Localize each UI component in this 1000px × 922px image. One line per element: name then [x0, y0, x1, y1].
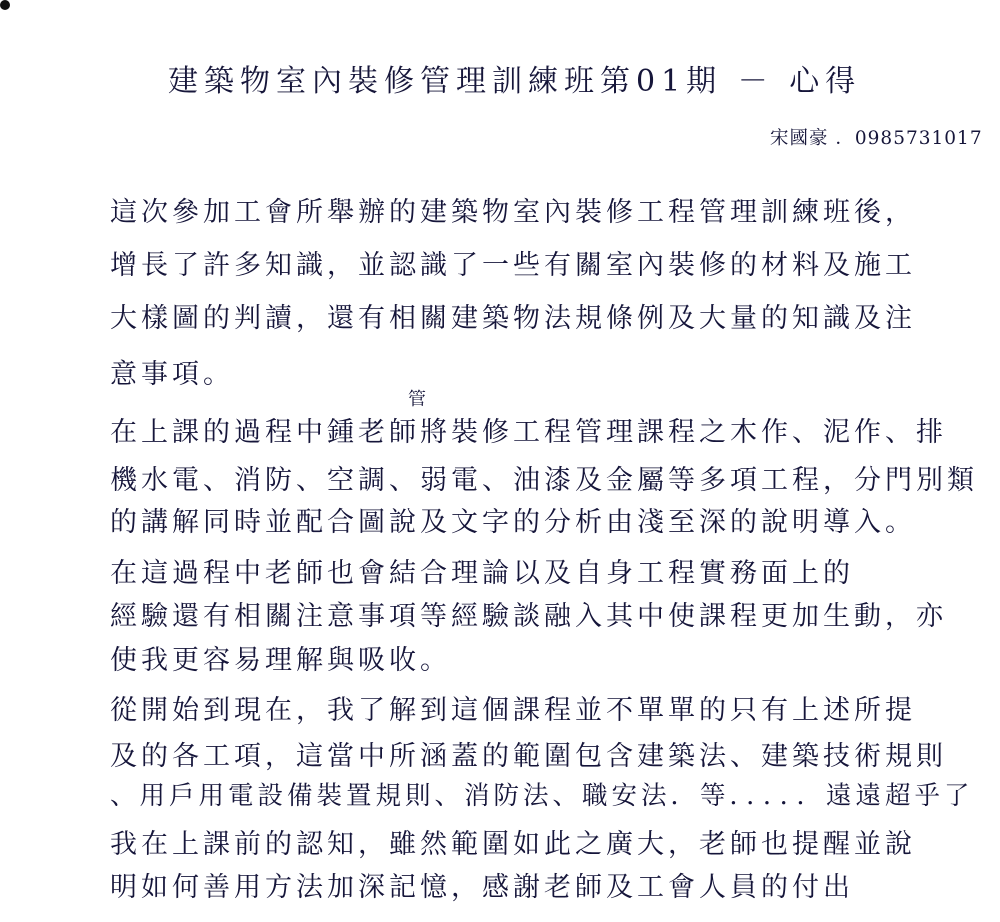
paragraph-2-line-2: 機水電、消防、空調、弱電、油漆及金屬等多項工程，分門別類: [110, 465, 978, 496]
ink-mark: [0, 0, 10, 10]
paragraph-1-line-2: 增長了許多知識，並認識了一些有關室內裝修的材料及施工: [110, 250, 916, 281]
paragraph-4-line-1: 從開始到現在，我了解到這個課程並不單單的只有上述所提: [110, 695, 916, 726]
paragraph-4-line-5: 明如何善用方法加深記憶，感謝老師及工會人員的付出: [110, 872, 854, 903]
insertion-mark: 管: [408, 389, 426, 410]
paragraph-4-line-4: 我在上課前的認知，雖然範圍如此之廣大，老師也提醒並說: [110, 829, 916, 860]
paragraph-3-line-1: 在這過程中老師也會結合理論以及自身工程實務面上的: [110, 558, 854, 589]
author-signature: 宋國豪 ．0985731017: [770, 128, 983, 149]
paragraph-3-line-3: 使我更容易理解與吸收。: [110, 645, 451, 676]
paragraph-4-line-2: 及的各工項，這當中所涵蓋的範圍包含建築法、建築技術規則: [110, 741, 947, 772]
paragraph-3-line-2: 經驗還有相關注意事項等經驗談融入其中使課程更加生動，亦: [110, 601, 947, 632]
paragraph-2-line-3: 的講解同時並配合圖說及文字的分析由淺至深的說明導入。: [110, 507, 916, 538]
paragraph-2-line-1: 在上課的過程中鍾老師將裝修工程管理課程之木作、泥作、排: [110, 417, 947, 448]
paragraph-1-line-3: 大樣圖的判讀，還有相關建築物法規條例及大量的知識及注: [110, 303, 916, 334]
page-title: 建築物室內裝修管理訓練班第01期 － 心得: [168, 64, 862, 99]
paragraph-1-line-4: 意事項。: [110, 359, 234, 390]
paragraph-1-line-1: 這次參加工會所舉辦的建築物室內裝修工程管理訓練班後，: [110, 197, 916, 228]
paragraph-4-line-3: 、用戶用電設備裝置規則、消防法、職安法．等．．．．．遠遠超乎了: [110, 781, 974, 811]
